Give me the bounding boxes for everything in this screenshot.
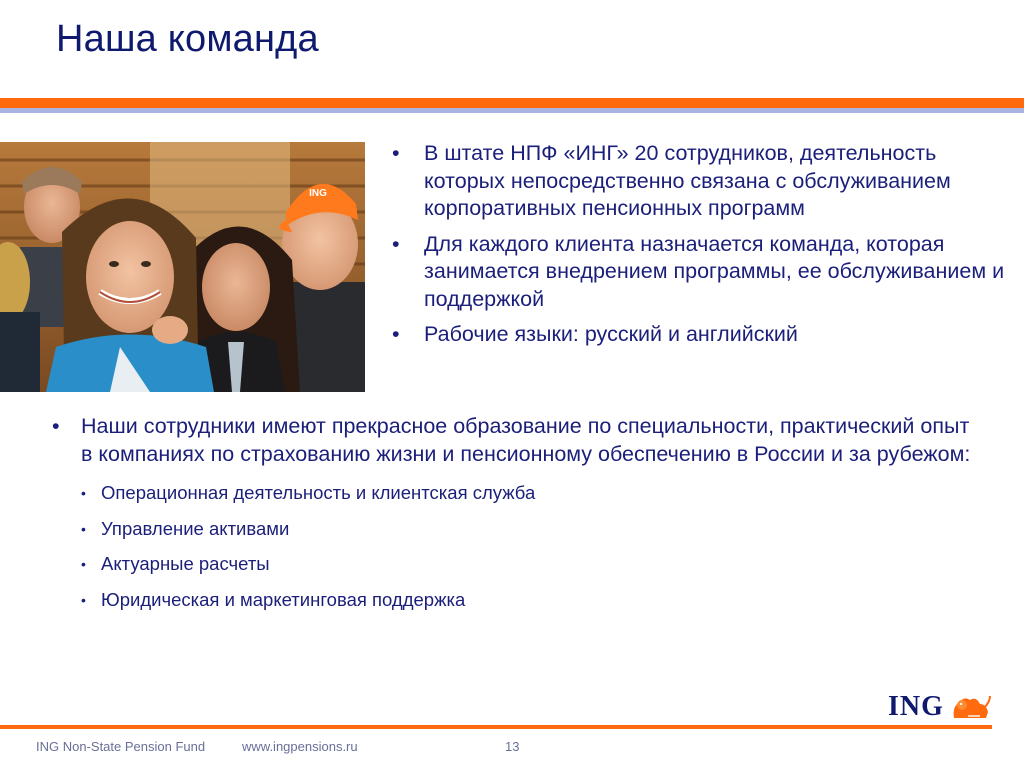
logo-text: ING: [888, 691, 944, 722]
page-number: 13: [505, 739, 520, 754]
sub-list-item: • Операционная деятельность и клиентская служба: [81, 482, 536, 503]
sub-list-item: • Юридическая и маркетинговая поддержка: [81, 588, 466, 610]
sub-list-item: • Актуарные расчеты: [81, 553, 270, 574]
lion-icon: [950, 692, 992, 722]
list-item: • Рабочие языки: русский и английский: [392, 322, 798, 346]
list-item: • В штате НПФ «ИНГ» 20 сотрудников, деятельность которых непосредственно связана с обслуживанием корпоративных пенсионных программ: [392, 141, 951, 220]
sub-bullet-list: [81, 482, 972, 611]
list-item: • Для каждого клиента назначается команда, которая занимается внедрением программы, ее обслуживанием и поддержкой: [392, 231, 1005, 311]
sub-list-item: • Управление активами: [81, 517, 290, 539]
cap-text: ING: [309, 188, 327, 199]
footer-website[interactable]: www.ingpensions.ru: [242, 739, 358, 754]
team-photo: [0, 142, 365, 392]
right-bullet-list: [392, 140, 1012, 357]
header-blue-bar: [0, 108, 1024, 113]
header-orange-bar: [0, 98, 1024, 108]
footer-orange-line: [0, 725, 992, 729]
ing-logo: [888, 690, 992, 724]
footer-company: ING Non-State Pension Fund: [36, 739, 206, 754]
list-item: • Наши сотрудники имеют прекрасное образование по специальности, практический опыт в компаниях по страхованию жизни и пенсионному обеспечению в России и за рубежом: • Операционная деятельность и клиентская служба • Управление активами • Актуарные расчеты • Юридическая и маркетинговая поддержка: [52, 414, 971, 610]
main-bullet-list: [52, 413, 972, 624]
page-title: Наша команда: [56, 18, 319, 60]
